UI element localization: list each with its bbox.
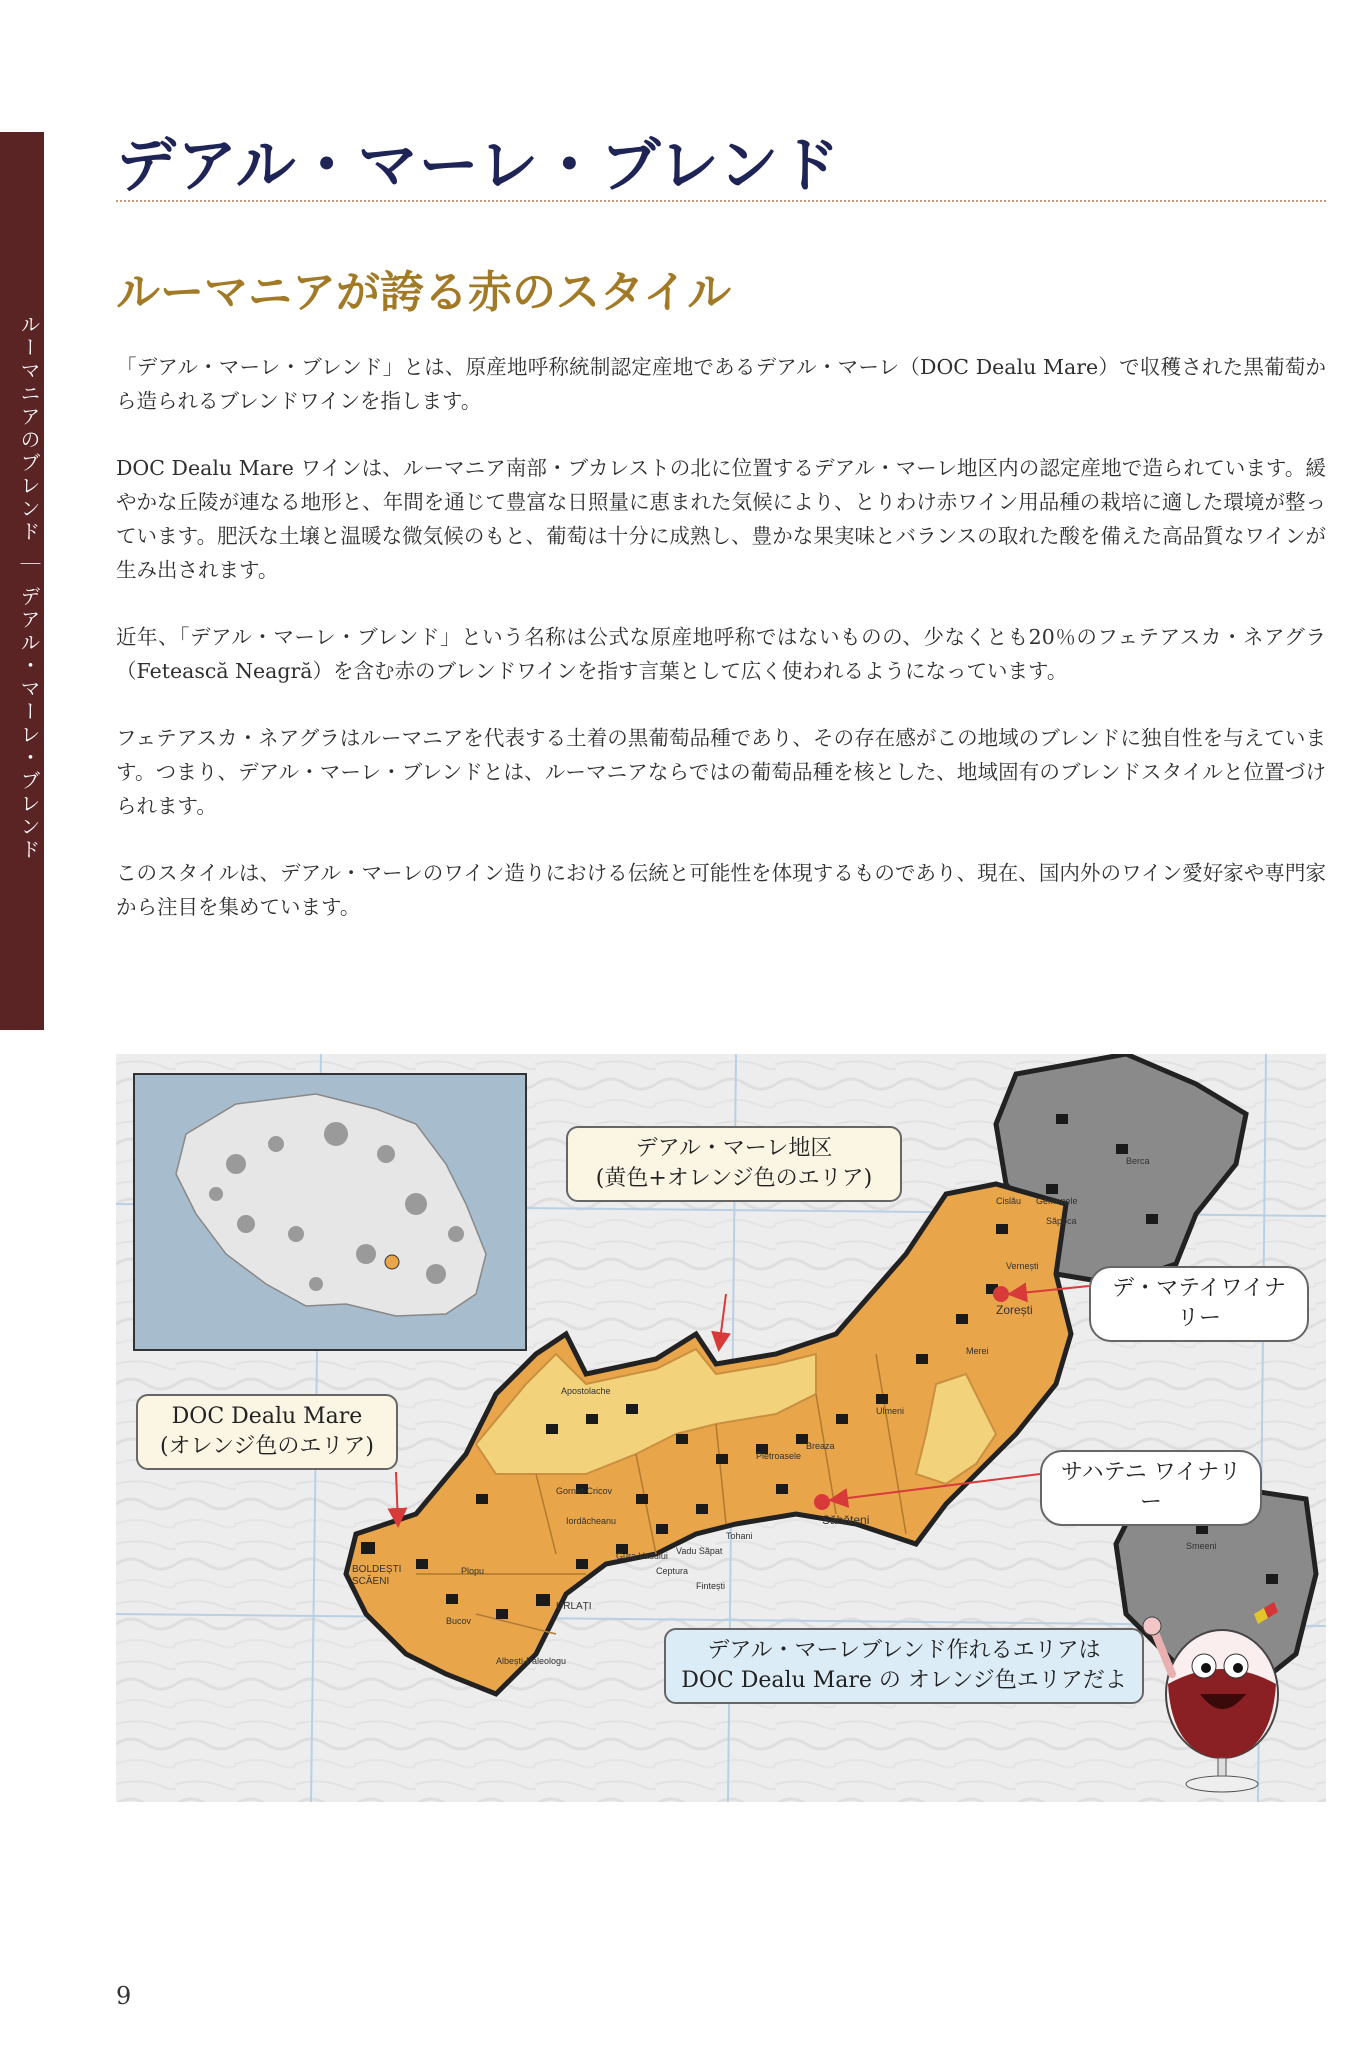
section-subtitle: ルーマニアが誇る赤のスタイル [116, 267, 732, 318]
sahateni-winery-dot [814, 1494, 830, 1510]
callout-dealu-mare-region [566, 1126, 902, 1202]
place-vadu-sapat: Vadu Săpat [676, 1546, 723, 1556]
place-zoresti: Zorești [996, 1303, 1033, 1317]
callout-sahateni-winery: サハテニ ワイナリー [1040, 1450, 1262, 1526]
place-ulmeni: Ulmeni [876, 1406, 905, 1416]
place-sapoca: Săpoca [1046, 1216, 1077, 1226]
place-merei: Merei [966, 1346, 989, 1356]
inset-dealu-mare-marker [385, 1255, 399, 1269]
page-number: 9 [116, 1982, 132, 2010]
place-urlati: URLAȚI [556, 1601, 592, 1612]
place-berca: Berca [1126, 1156, 1150, 1166]
place-bucov: Bucov [446, 1616, 472, 1626]
title-divider [116, 200, 1326, 202]
paragraph-4: フェテアスカ・ネアグラはルーマニアを代表する土着の黒葡萄品種であり、その存在感がこの地域のブレンドに独自性を与えています。つまり、デアル・マーレ・ブレンドとは、ルーマニアならではの葡萄品種を核とした、地域固有のブレンドスタイルと位置づけられます。 [116, 726, 1326, 818]
page-title: デアル・マーレ・ブレンド [116, 131, 841, 201]
paragraph-3: 近年、「デアル・マーレ・ブレンド」という名称は公式な原産地呼称ではないものの、少なくとも20％のフェテアスカ・ネアグラ（Fetească Neagră）を含む赤のブレンドワインを指す言葉として広く使われるようになっています。 [116, 625, 1326, 683]
place-fintesti: Fintești [696, 1581, 726, 1591]
paragraph-2: DOC Dealu Mare ワインは、ルーマニア南部・ブカレストの北に位置するデアル・マーレ地区内の認定産地で造られています。緩やかな丘陵が連なる地形と、年間を通じて豊富な日照量に恵まれた気候により、とりわけ赤ワイン用品種の栽培に適した環境が整っています。肥沃な土壌と温暖な微気候のもと、葡萄は十分に成熟し、豊かな果実味とバランスの取れた酸を備えた高品質なワインが生み出されます。 [116, 456, 1326, 582]
side-chapter-tab: ルーマニアのブレンド ｜ デアル・マーレ・ブレンド [0, 132, 44, 1030]
body-text [116, 350, 1326, 957]
place-plopu: Plopu [461, 1566, 485, 1576]
place-ceptura: Ceptura [656, 1566, 689, 1576]
callout-doc-line-2: (オレンジ色のエリア) [159, 1434, 375, 1459]
place-boldesti: BOLDEȘTI [352, 1564, 402, 1575]
callout-doc-dealu-mare [136, 1394, 398, 1470]
callout-blend-area-note [664, 1628, 1144, 1704]
place-gornet: Gornet-Cricov [556, 1486, 613, 1496]
place-scaeni: SCĂENI [352, 1576, 390, 1587]
place-breaza: Breaza [806, 1441, 835, 1451]
place-gemenele: Gemenele [1036, 1196, 1078, 1206]
place-gura-vadului: Gura Vadului [616, 1551, 668, 1561]
callout-doc-line-1: DOC Dealu Mare [171, 1404, 363, 1429]
place-sahateni: Săhăteni [822, 1513, 870, 1527]
callout-region-line-2: (黄色+オレンジ色のエリア) [595, 1166, 873, 1191]
place-cislau: Cislău [996, 1196, 1022, 1206]
callout-de-matei-winery: デ・マテイワイナリー [1089, 1266, 1309, 1342]
callout-region-line-1: デアル・マーレ地区 [635, 1136, 833, 1161]
de-matei-winery-dot [993, 1286, 1009, 1302]
place-apostolache: Apostolache [561, 1386, 611, 1396]
place-albesti: Albești-Paleologu [496, 1656, 567, 1666]
place-smeeni: Smeeni [1186, 1541, 1217, 1551]
callout-blend-line-2: DOC Dealu Mare の オレンジ色エリアだよ [681, 1668, 1127, 1693]
dealu-mare-map [116, 1054, 1326, 1802]
paragraph-1: 「デアル・マーレ・ブレンド」とは、原産地呼称統制認定産地であるデアル・マーレ（DOC Dealu Mare）で収穫された黒葡萄から造られるブレンドワインを指します。 [116, 355, 1326, 413]
place-iordacheanu: Iordăcheanu [566, 1516, 617, 1526]
callout-blend-line-1: デアル・マーレブレンド作れるエリアは [707, 1638, 1101, 1663]
place-vernesti: Vernești [1006, 1261, 1039, 1271]
place-pietroasele: Pietroasele [756, 1451, 802, 1461]
place-tohani: Tohani [726, 1531, 753, 1541]
paragraph-5: このスタイルは、デアル・マーレのワイン造りにおける伝統と可能性を体現するものであり、現在、国内外のワイン愛好家や専門家から注目を集めています。 [116, 861, 1326, 919]
